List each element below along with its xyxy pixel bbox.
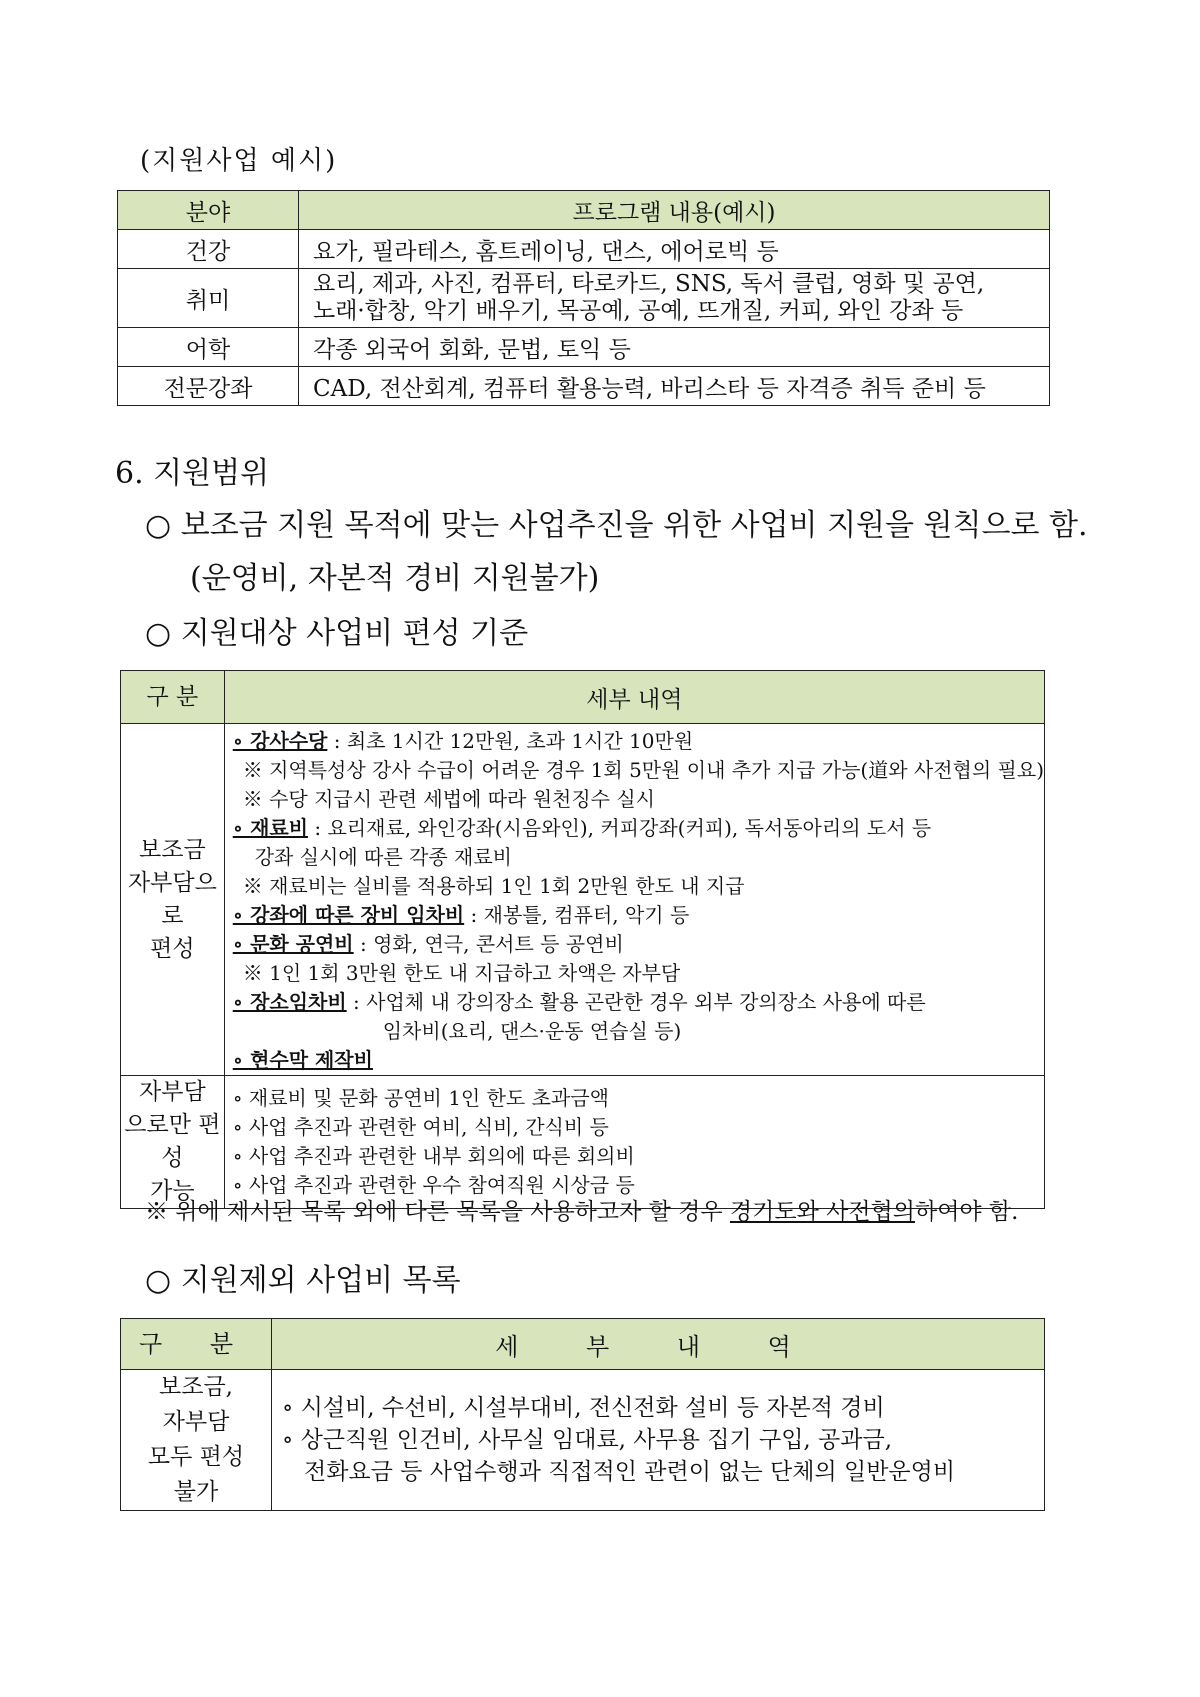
list-item: ∘ 시설비, 수선비, 시설부대비, 전신전화 설비 등 자본적 경비 [282,1395,885,1421]
details-cell [224,1076,1044,1209]
table-header-row [118,191,1050,230]
table-row [118,230,1050,269]
note-post: 하여야 함. [914,1199,1019,1225]
table-row [118,367,1050,406]
category-line: 자부담으로 [127,869,217,929]
bullet-principle: ○ 보조금 지원 목적에 맞는 사업추진을 위한 사업비 지원을 원칙으로 함. [145,508,1088,543]
header-field: 분야 [118,191,299,230]
lecturer-note: ※ 지역특성상 강사 수급이 어려운 경우 1회 5만원 이내 추가 지급 가능(道와 사전협의 필요) [242,758,1044,782]
excluded-items-table [120,1318,1045,1511]
field-cell: 취미 [118,269,299,328]
other-items-note [145,1193,1018,1226]
program-cell: 각종 외국어 회화, 문법, 토익 등 [299,328,1050,367]
details-cell [272,1370,1045,1511]
header-details: 세부 내역 [224,671,1044,724]
venue-fee-label: ∘ 장소임차비 [232,990,347,1014]
material-fee-text-cont: 강좌 실시에 따른 각종 재료비 [254,845,513,869]
list-item: ∘ 사업 추진과 관련한 여비, 식비, 간식비 등 [232,1115,609,1139]
budget-criteria-table [120,670,1045,1209]
table-row [118,328,1050,367]
list-item: ∘ 재료비 및 문화 공연비 1인 한도 초과금액 [232,1086,609,1110]
category-line: 모두 편성 [147,1444,245,1470]
list-item-cont: 전화요금 등 사업수행과 직접적인 관련이 없는 단체의 일반운영비 [304,1459,956,1485]
list-item: ∘ 사업 추진과 관련한 우수 참여직원 시상금 등 [232,1173,635,1197]
category-line: 보조금, [159,1374,233,1400]
lecturer-fee-text: : 최초 1시간 12만원, 초과 1시간 10만원 [327,729,694,753]
equipment-fee-label: ∘ 강좌에 따른 장비 임차비 [232,903,465,927]
category-line: 으로만 편성 [124,1112,221,1171]
table-row [121,1076,1045,1209]
category-cell [121,1076,225,1209]
banner-fee-label: ∘ 현수막 제작비 [232,1048,373,1072]
note-underlined: 경기도와 사전협의 [729,1199,915,1225]
category-cell [121,1370,272,1511]
bullet-principle-sub: (운영비, 자본적 경비 지원불가) [190,561,600,596]
header-program: 프로그램 내용(예시) [299,191,1050,230]
header-category: 구 분 [121,671,225,724]
table-row [121,1370,1045,1511]
material-fee-text: : 요리재료, 와인강좌(시음와인), 커피강좌(커피), 독서동아리의 도서 등 [308,816,932,840]
table-header-row [121,1319,1045,1370]
venue-fee-text-cont: 임차비(요리, 댄스·운동 연습실 등) [382,1019,682,1043]
program-cell: CAD, 전산회계, 컴퓨터 활용능력, 바리스타 등 자격증 취득 준비 등 [299,367,1050,406]
bullet-budget-criteria: ○ 지원대상 사업비 편성 기준 [145,616,529,651]
bullet-excluded-items: ○ 지원제외 사업비 목록 [145,1263,461,1298]
field-cell: 건강 [118,230,299,269]
material-fee-label: ∘ 재료비 [232,816,309,840]
field-cell: 어학 [118,328,299,367]
culture-fee-label: ∘ 문화 공연비 [232,932,354,956]
category-line: 편성 [150,935,195,962]
program-line: 노래·합창, 악기 배우기, 목공예, 공예, 뜨개질, 커피, 와인 강좌 등 [313,298,964,324]
table-row [121,724,1045,1076]
program-cell: 요가, 필라테스, 홈트레이닝, 댄스, 에어로빅 등 [299,230,1050,269]
category-line: 불가 [173,1479,219,1505]
header-details: 세 부 내 역 [272,1319,1045,1370]
note-pre: ※ 위에 제시된 목록 외에 다른 목록을 사용하고자 할 경우 [145,1199,730,1225]
lecturer-fee-label: ∘ 강사수당 [232,729,328,753]
details-cell [224,724,1044,1076]
list-item: ∘ 상근직원 인건비, 사무실 임대료, 사무용 집기 구입, 공과금, [282,1427,893,1453]
category-line: 자부담 [139,1079,206,1105]
category-line: 가능 [150,1178,195,1204]
venue-fee-text: : 사업체 내 강의장소 활용 곤란한 경우 외부 강의장소 사용에 따른 [346,990,926,1014]
culture-fee-text: : 영화, 연극, 콘서트 등 공연비 [353,932,624,956]
table-header-row [121,671,1045,724]
examples-caption: (지원사업 예시) [140,146,338,176]
category-cell [121,724,225,1076]
program-examples-table [117,190,1050,406]
lecturer-note: ※ 수당 지급시 관련 세법에 따라 원천징수 실시 [242,787,655,811]
category-line: 자부담 [162,1409,230,1435]
section-title: 6. 지원범위 [115,456,270,491]
program-line: 요리, 제과, 사진, 컴퓨터, 타로카드, SNS, 독서 클럽, 영화 및 공연, [313,271,985,297]
program-cell [299,269,1050,328]
table-row [118,269,1050,328]
equipment-fee-text: : 재봉틀, 컴퓨터, 악기 등 [464,903,690,927]
culture-note: ※ 1인 1회 3만원 한도 내 지급하고 차액은 자부담 [242,961,681,985]
list-item: ∘ 사업 추진과 관련한 내부 회의에 따른 회의비 [232,1144,635,1168]
header-category: 구 분 [121,1319,272,1370]
category-line: 보조금 [139,836,206,863]
material-note: ※ 재료비는 실비를 적용하되 1인 1회 2만원 한도 내 지급 [242,874,745,898]
field-cell: 전문강좌 [118,367,299,406]
